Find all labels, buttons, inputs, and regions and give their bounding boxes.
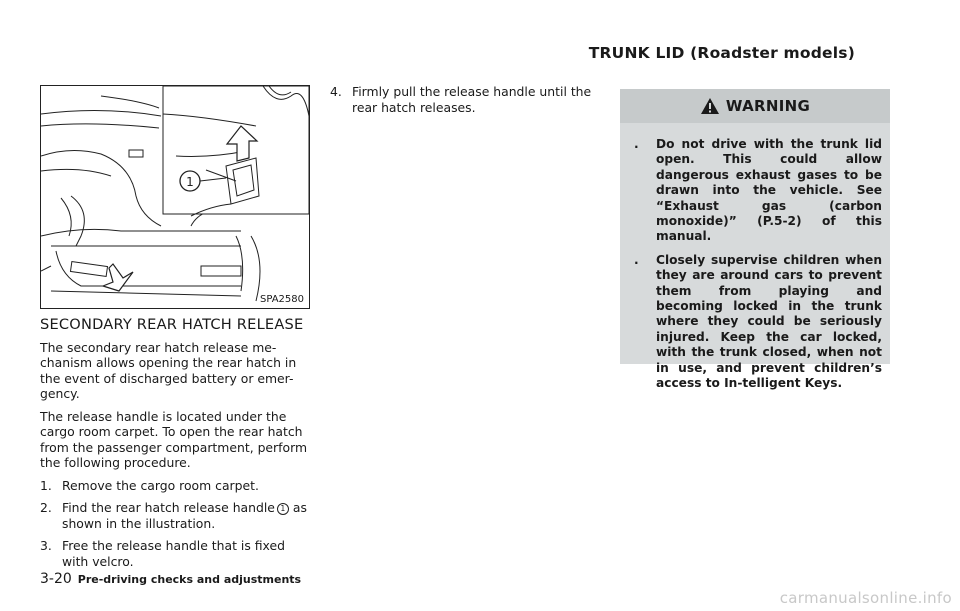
- step-number: 2.: [40, 500, 52, 515]
- bullet-icon: .: [634, 137, 639, 151]
- step-text-after: as shown in the illustration.: [62, 500, 307, 531]
- page-footer: [40, 571, 301, 587]
- step-text: Firmly pull the release handle until the rear hatch releases.: [352, 84, 592, 115]
- step-text: Free the release handle that is fixed with velcro.: [62, 538, 285, 569]
- warning-box: [620, 89, 890, 391]
- warning-list: [634, 137, 882, 400]
- callout-icon: 1: [277, 503, 289, 515]
- illustration-figure: [40, 85, 310, 309]
- warning-item: [634, 137, 882, 245]
- step-item: [330, 84, 605, 115]
- paragraph: The secondary rear hatch release me-chanism allows opening the rear hatch in the event of discharged battery or emer-gency.: [40, 339, 297, 401]
- paragraph: The release handle is located under the cargo room carpet. To open the rear hatch from the passenger compartment, perform the following procedure.: [40, 408, 308, 470]
- rear-hatch-illustration: [41, 86, 309, 308]
- step-number: 4.: [330, 84, 342, 99]
- step-item: [40, 538, 310, 569]
- warning-text: Closely supervise children when they are around cars to prevent them from playing and becoming locked in the trunk where they could be seriously injured. Keep the car locked, with the trunk closed, when not in use, and prevent children’s access to In-telligent Keys.: [656, 252, 882, 391]
- step-number: 1.: [40, 477, 52, 493]
- warning-header: [620, 89, 890, 123]
- section-title: TRUNK LID (Roadster models): [588, 44, 855, 62]
- step-item: [40, 500, 310, 531]
- figure-callout-label: 1: [186, 175, 194, 189]
- middle-column: [330, 84, 605, 122]
- warning-text: Do not drive with the trunk lid open. This could allow dangerous exhaust gases to be drawn into the vehicle. See “Exhaust gas (carbon monoxide)” (P.5-2) of this manual.: [656, 137, 882, 244]
- page-number: 3-20: [40, 571, 72, 587]
- warning-triangle-icon: [700, 97, 720, 115]
- bullet-icon: .: [634, 252, 639, 267]
- section-heading: SECONDARY REAR HATCH RELEASE: [40, 316, 304, 333]
- step-item: [40, 478, 310, 494]
- left-column: [40, 317, 310, 576]
- step-number: 3.: [40, 538, 52, 553]
- step-text: [62, 500, 310, 531]
- step-text: Remove the cargo room carpet.: [62, 477, 259, 493]
- chapter-title: Pre-driving checks and adjustments: [77, 573, 302, 586]
- figure-caption: SPA2580: [259, 294, 304, 305]
- warning-title: WARNING: [725, 97, 811, 115]
- watermark: carmanualsonline.info: [779, 589, 952, 607]
- warning-item: [634, 253, 882, 392]
- step-text-before: Find the rear hatch release handle: [62, 500, 275, 515]
